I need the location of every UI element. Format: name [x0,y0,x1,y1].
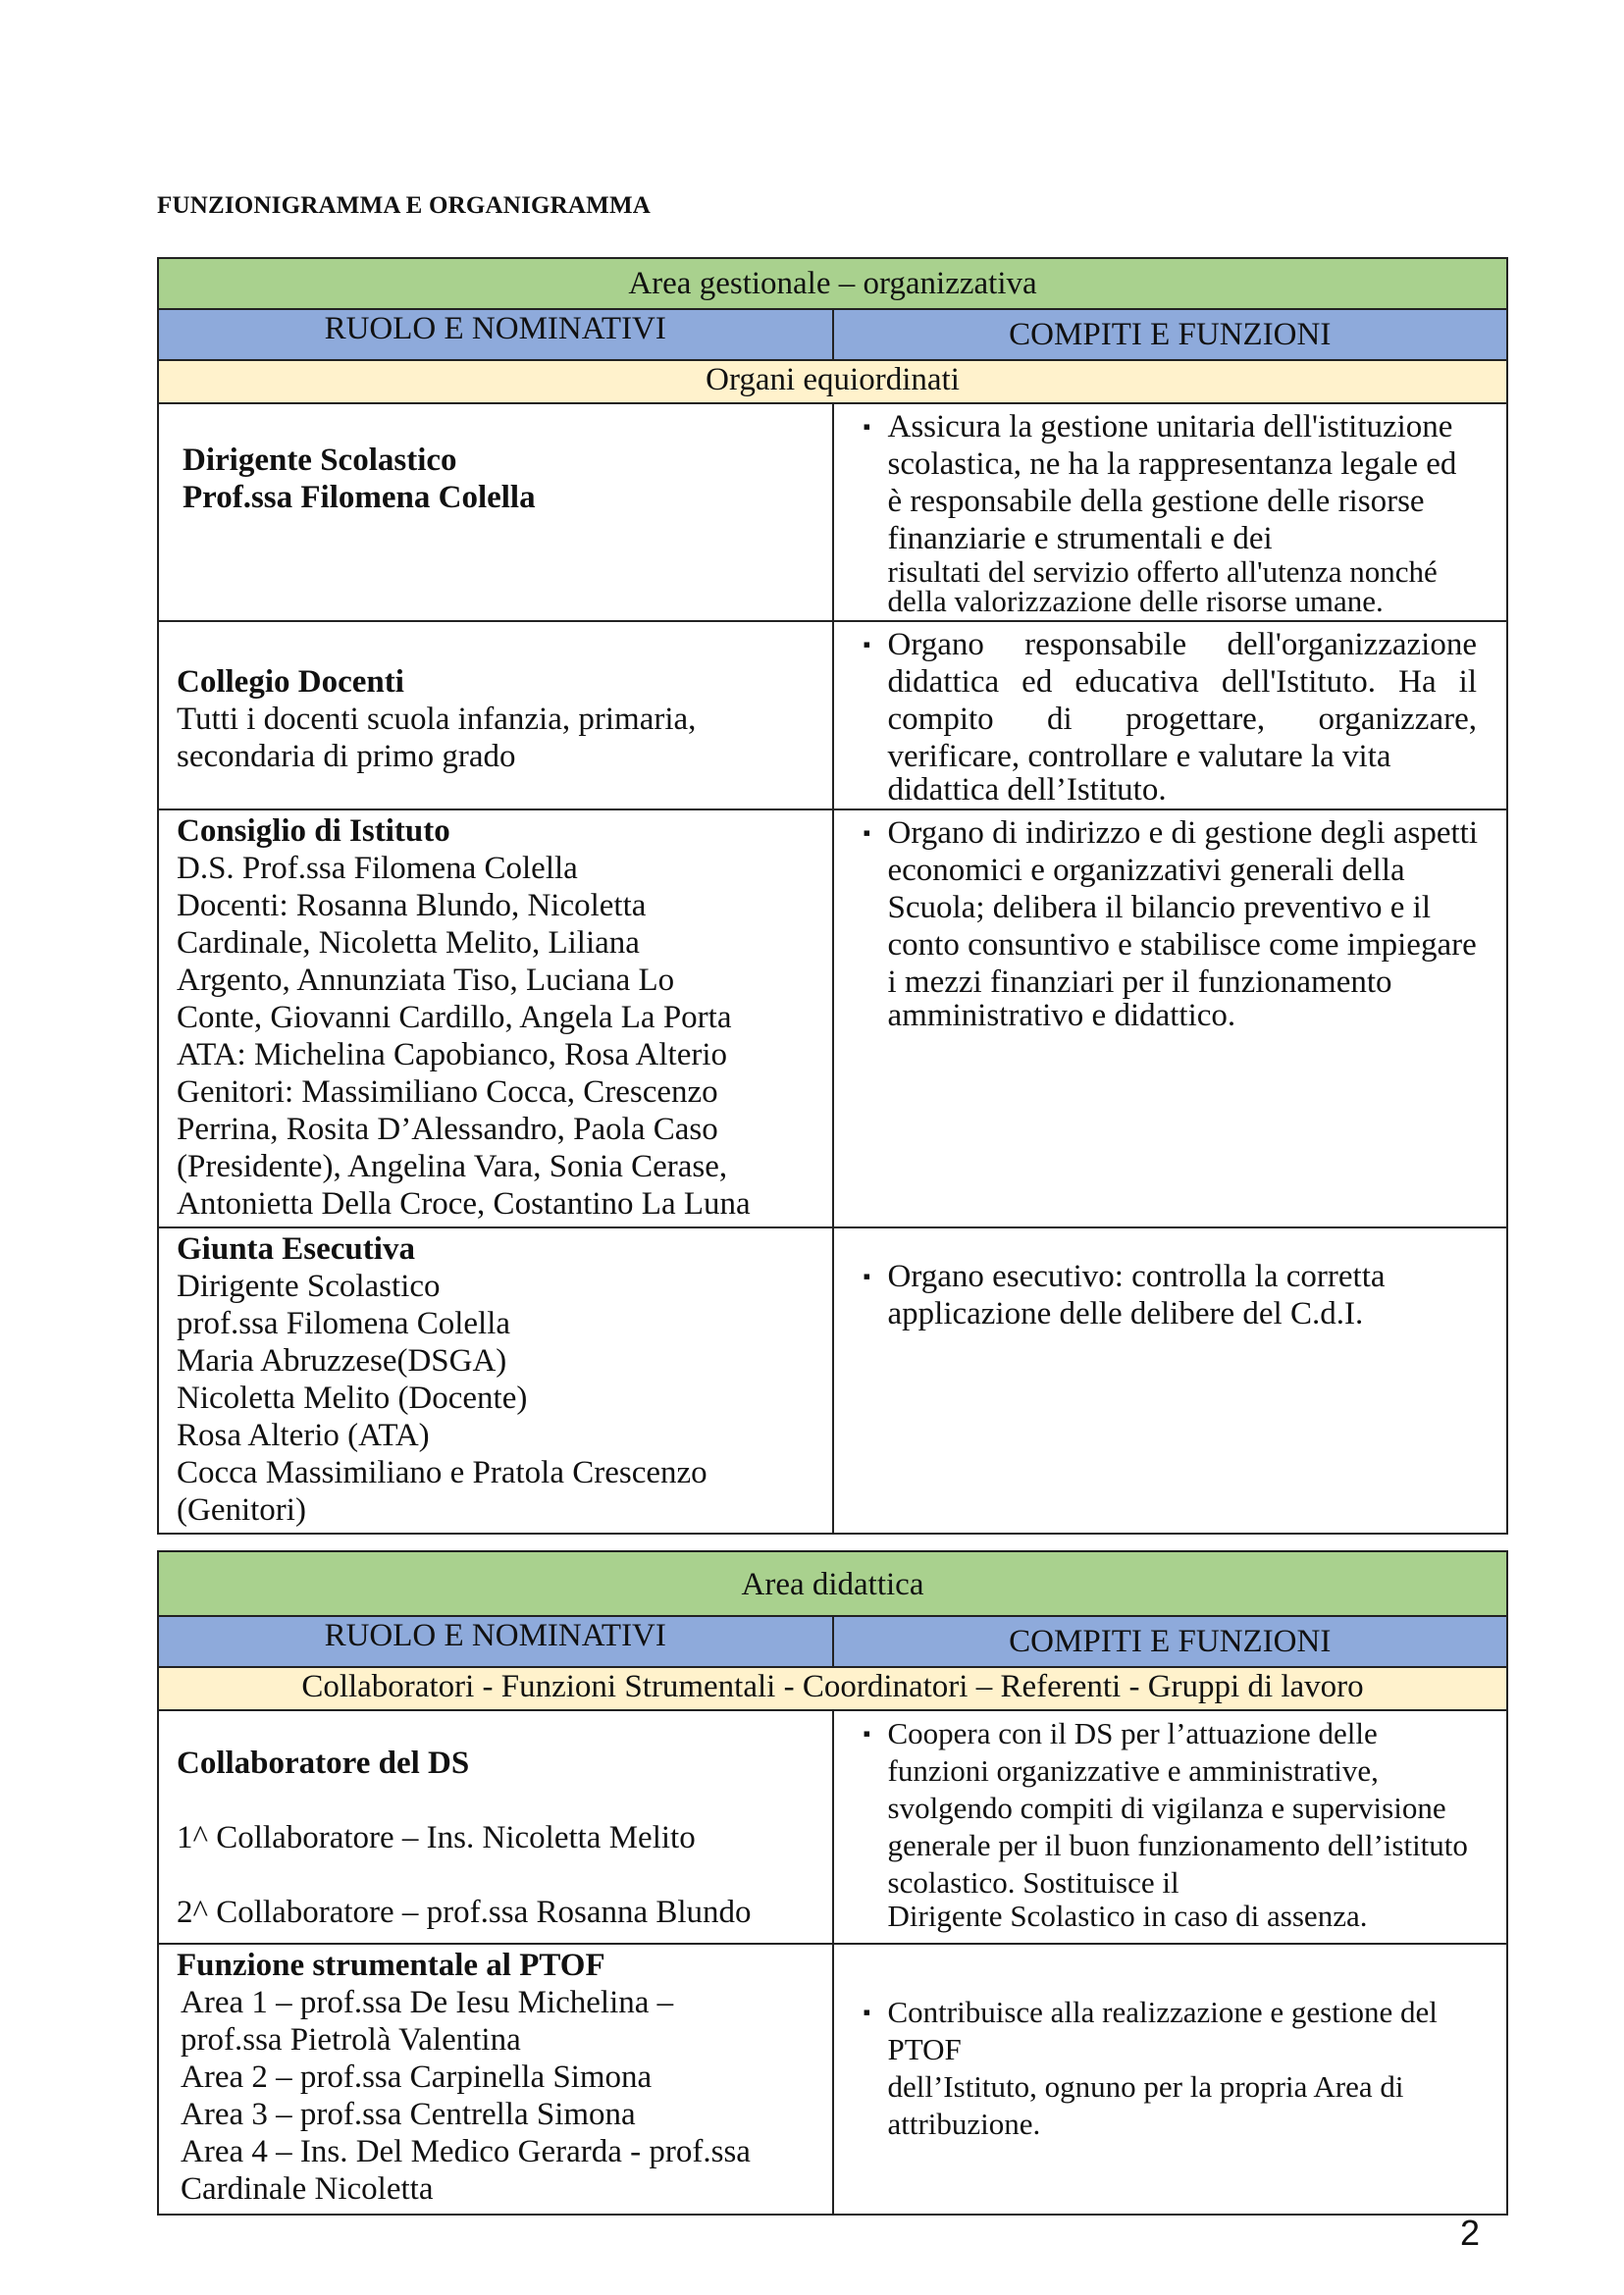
document-title: FUNZIONIGRAMMA E ORGANIGRAMMA [157,192,651,219]
role-member-line: 1^ Collaboratore – Ins. Nicoletta Melito [177,1820,696,1855]
role-member-line: D.S. Prof.ssa Filomena Colella [177,851,578,886]
column-header-tasks: COMPITI E FUNZIONI [833,309,1508,360]
task-line: amministrativo e didattico. [887,998,1236,1033]
bullet-icon: ▪ [863,2000,871,2024]
task-line: attribuzione. [887,2107,1041,2141]
role-member-line: Docenti: Rosanna Blundo, Nicoletta [177,888,647,923]
role-name: Collegio Docenti [177,664,404,700]
area-header: Area didattica [158,1551,1507,1616]
bullet-icon: ▪ [863,820,871,845]
task-line: Dirigente Scolastico in caso di assenza. [887,1899,1368,1933]
bullet-icon: ▪ [863,1264,871,1288]
page-number: 2 [1460,2213,1481,2253]
role-member-line: prof.ssa Pietrolà Valentina [181,2022,521,2058]
task-line: generale per il buon funzionamento dell’istituto [887,1828,1468,1862]
role-cell [158,1944,833,2215]
task-line: conto consuntivo e stabilisce come impiegare [887,927,1477,963]
task-line: Organo responsabile dell'organizzazione [887,627,1477,662]
task-line: è responsabile della gestione delle risorse [887,484,1425,519]
role-cell [158,403,833,621]
role-member-line: (Presidente), Angelina Vara, Sonia Cerase, [177,1149,728,1184]
role-member-line: Cardinale, Nicoletta Melito, Liliana [177,925,640,961]
table-row [158,809,1507,1227]
table-row [158,1227,1507,1534]
role-member-line: Area 4 – Ins. Del Medico Gerarda - prof.ssa [181,2134,751,2169]
role-member-line: prof.ssa Filomena Colella [177,1306,511,1341]
column-header-role: RUOLO E NOMINATIVI [158,1616,833,1667]
role-member-line: Area 1 – prof.ssa De Iesu Michelina – [181,1985,674,2020]
role-member-line: ATA: Michelina Capobianco, Rosa Alterio [177,1037,727,1072]
tasks-cell [833,403,1508,621]
task-line: svolgendo compiti di vigilanza e supervisione [887,1791,1446,1825]
bullet-icon: ▪ [863,1721,871,1746]
task-line: della valorizzazione delle risorse umane. [887,584,1384,618]
table-row [158,403,1507,621]
role-member-line: Genitori: Massimiliano Cocca, Crescenzo [177,1074,718,1110]
tasks-cell [833,809,1508,1227]
role-member-line: Area 2 – prof.ssa Carpinella Simona [181,2060,653,2095]
role-member-line: Dirigente Scolastico [177,1269,441,1304]
role-cell [158,621,833,809]
task-line: compito di progettare, organizzare, [887,702,1477,737]
task-line: Assicura la gestione unitaria dell'istituzione [887,409,1453,444]
bullet-icon: ▪ [863,414,871,439]
task-line: i mezzi finanziari per il funzionamento [887,965,1392,1000]
column-header-role: RUOLO E NOMINATIVI [158,309,833,360]
role-name: Consiglio di Istituto [177,813,450,849]
task-line: dell’Istituto, ognuno per la propria Area di [887,2069,1404,2104]
task-line: verificare, controllare e valutare la vita [887,739,1391,774]
role-name: Funzione strumentale al PTOF [177,1948,605,1983]
role-member-line: Argento, Annunziata Tiso, Luciana Lo [177,963,675,998]
task-line: didattica dell’Istituto. [887,772,1167,808]
section-header: Organi equiordinati [158,360,1507,403]
task-line: risultati del servizio offerto all'utenza nonché [887,554,1438,589]
task-line: scolastica, ne ha la rappresentanza legale ed [887,446,1457,482]
task-line: economici e organizzativi generali della [887,853,1405,888]
tasks-cell [833,1710,1508,1944]
role-member-line: Nicoletta Melito (Docente) [177,1381,528,1416]
role-member-line: Tutti i docenti scuola infanzia, primaria, [177,702,697,737]
role-member-line: Antonietta Della Croce, Costantino La Luna [177,1186,751,1222]
bullet-icon: ▪ [863,632,871,656]
role-member-line: Area 3 – prof.ssa Centrella Simona [181,2097,636,2132]
task-line: didattica ed educativa dell'Istituto. Ha il [887,664,1477,700]
role-member-line: Cardinale Nicoletta [181,2171,434,2207]
role-person: Prof.ssa Filomena Colella [183,480,536,515]
role-member-line: Conte, Giovanni Cardillo, Angela La Porta [177,1000,732,1035]
table-area-gestionale [157,257,1508,1535]
role-name: Collaboratore del DS [177,1746,470,1781]
tasks-cell [833,1227,1508,1534]
task-line: Scuola; delibera il bilancio preventivo e il [887,890,1431,925]
task-line: scolastico. Sostituisce il [887,1865,1179,1900]
role-name: Dirigente Scolastico [183,443,457,478]
table-area-didattica [157,1550,1508,2216]
area-header: Area gestionale – organizzativa [158,258,1507,309]
role-name: Giunta Esecutiva [177,1231,415,1267]
task-line: Coopera con il DS per l’attuazione delle [887,1716,1378,1750]
role-cell [158,1227,833,1534]
task-line: Contribuisce alla realizzazione e gestione del [887,1995,1438,2029]
role-member-line: Cocca Massimiliano e Pratola Crescenzo [177,1455,707,1490]
task-line: Organo esecutivo: controlla la corretta [887,1259,1386,1294]
role-member-line: (Genitori) [177,1492,306,1528]
role-member-line: Maria Abruzzese(DSGA) [177,1343,507,1379]
column-header-tasks: COMPITI E FUNZIONI [833,1616,1508,1667]
role-member-line: Perrina, Rosita D’Alessandro, Paola Caso [177,1112,718,1147]
table-row [158,1944,1507,2215]
task-line: applicazione delle delibere del C.d.I. [887,1296,1364,1331]
task-line: PTOF [887,2032,962,2066]
role-cell [158,809,833,1227]
table-row [158,1710,1507,1944]
section-header: Collaboratori - Funzioni Strumentali - Coordinatori – Referenti - Gruppi di lavoro [158,1667,1507,1710]
table-row [158,621,1507,809]
task-line: funzioni organizzative e amministrative, [887,1753,1379,1788]
role-member-line: 2^ Collaboratore – prof.ssa Rosanna Blundo [177,1895,752,1930]
tasks-cell [833,1944,1508,2215]
role-cell [158,1710,833,1944]
role-member-line: Rosa Alterio (ATA) [177,1418,430,1453]
tasks-cell [833,621,1508,809]
role-member-line: secondaria di primo grado [177,739,516,774]
task-line: finanziarie e strumentali e dei [887,521,1273,556]
task-line: Organo di indirizzo e di gestione degli aspetti [887,815,1478,851]
